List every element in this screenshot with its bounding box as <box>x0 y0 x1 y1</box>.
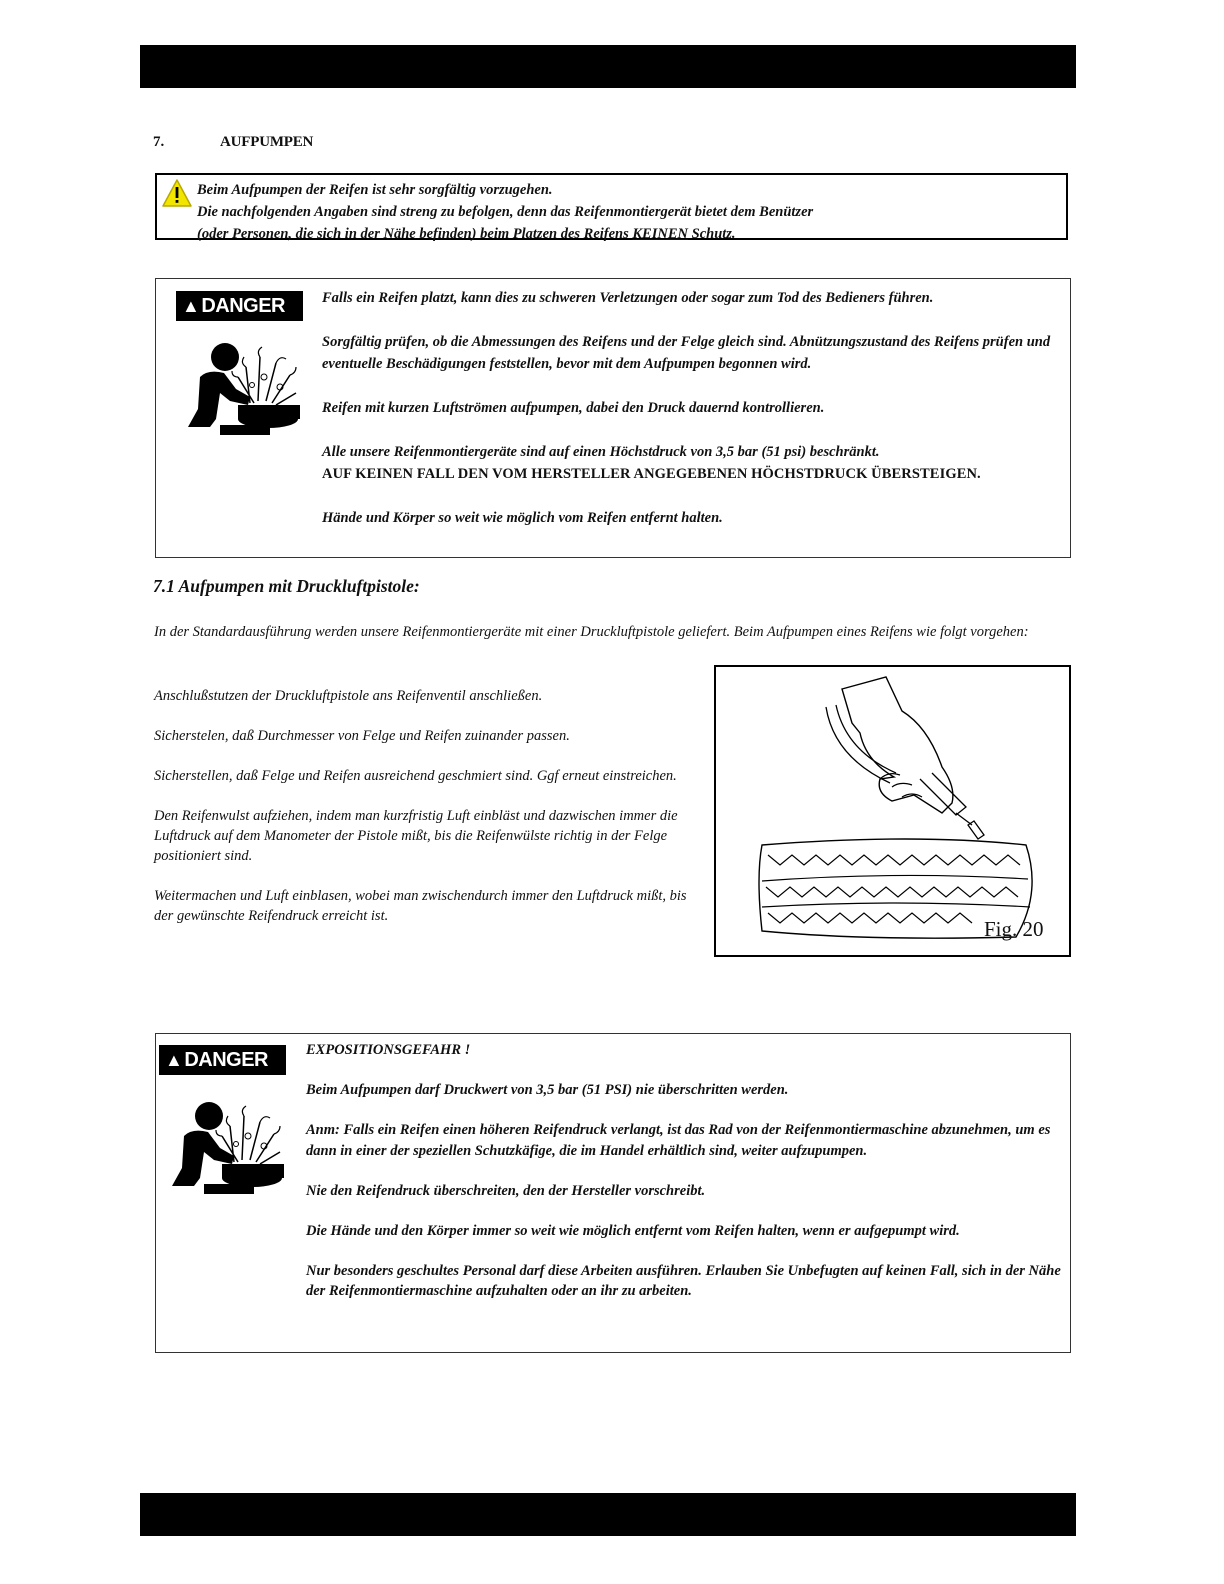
danger2-para-5: Nur besonders geschultes Personal darf diese Arbeiten ausführen. Erlauben Sie Unbefugten auf keinen Fall, sich in der Nähe der Reifenmontiermaschine aufzuhalten oder an ihr zu arbeiten. <box>306 1262 1061 1299</box>
warning-line-2: Die nachfolgenden Angaben sind streng zu befolgen, denn das Reifenmontiergerät bietet dem Benützer <box>197 204 814 220</box>
danger-box-2 <box>155 1033 1071 1353</box>
inflation-gun-illustration <box>716 667 1069 955</box>
step-item: Sicherstelen, daß Durchmesser von Felge und Reifen zuinander passen. <box>154 728 570 744</box>
figure-20 <box>714 665 1071 957</box>
danger1-para-1: Falls ein Reifen platzt, kann dies zu schweren Verletzungen oder sogar zum Tod des Bedieners führen. <box>322 290 934 306</box>
danger2-para-1: Beim Aufpumpen darf Druckwert von 3,5 bar (51 PSI) nie überschritten werden. <box>306 1082 789 1098</box>
danger1-para-5: Hände und Körper so weit wie möglich vom Reifen entfernt halten. <box>322 510 723 526</box>
step-list <box>154 686 694 946</box>
warning-triangle-icon <box>161 178 193 208</box>
step-item: Anschlußstutzen der Druckluftpistole ans Reifenventil anschließen. <box>154 688 543 704</box>
alert-triangle-icon: ▲ <box>182 296 200 316</box>
section-number: 7. <box>153 134 165 150</box>
section-title: AUFPUMPEN <box>220 134 314 150</box>
danger2-para-2: Anm: Falls ein Reifen einen höheren Reifendruck verlangt, ist das Rad von der Reifenmontiermaschine abzunehmen, um es dann in einer der speziellen Schutzkäfige, die im Handel erhältlich sind, weiter aufzupumpen. <box>306 1122 1051 1159</box>
warning-line-1: Beim Aufpumpen der Reifen ist sehr sorgfältig vorzugehen. <box>197 182 553 198</box>
step-item: Sicherstellen, daß Felge und Reifen ausreichend geschmiert sind. Ggf erneut einstreichen. <box>154 768 677 784</box>
step-item: Weitermachen und Luft einblasen, wobei man zwischendurch immer den Luftdruck mißt, bis der gewünschte Reifendruck erreicht ist. <box>154 888 687 924</box>
danger1-para-4b: AUF KEINEN FALL DEN VOM HERSTELLER ANGEGEBENEN HÖCHSTDRUCK ÜBERSTEIGEN. <box>322 466 981 482</box>
danger1-para-3: Reifen mit kurzen Luftströmen aufpumpen, dabei den Druck dauernd kontrollieren. <box>322 400 825 416</box>
danger1-para-2: Sorgfältig prüfen, ob die Abmessungen des Reifens und der Felge gleich sind. Abnützungszustand des Reifens prüfen und eventuelle Beschädigungen feststellen, bevor mit dem Aufpumpen begonnen wird. <box>322 334 1051 372</box>
danger1-para-4a: Alle unsere Reifenmontiergeräte sind auf einen Höchstdruck von 3,5 bar (51 psi) beschränkt. <box>322 444 880 460</box>
subsection-title: 7.1 Aufpumpen mit Druckluftpistole: <box>153 576 420 596</box>
danger2-heading: EXPOSITIONSGEFAHR ! <box>306 1042 471 1058</box>
danger2-para-4: Die Hände und den Körper immer so weit wie möglich entfernt vom Reifen halten, wenn er aufgepumpt wird. <box>306 1222 960 1239</box>
danger-label: ▲ DANGER <box>176 291 303 321</box>
danger-label: ▲ DANGER <box>159 1045 286 1075</box>
step-item: Den Reifenwulst aufziehen, indem man kurzfristig Luft einbläst und dazwischen immer die Luftdruck auf dem Manometer der Pistole mißt, bis die Reifenwülste richtig in der Felge positioniert sind. <box>154 808 678 864</box>
footer-bar <box>140 1493 1076 1536</box>
danger-box-1 <box>155 278 1071 558</box>
warning-box <box>155 173 1068 240</box>
danger2-para-3: Nie den Reifendruck überschreiten, den der Hersteller vorschreibt. <box>306 1182 706 1199</box>
header-bar <box>140 45 1076 88</box>
warning-line-3: (oder Personen, die sich in der Nähe befinden) beim Platzen des Reifens KEINEN Schutz. <box>197 226 736 242</box>
tire-explosion-hazard-icon <box>164 1086 286 1196</box>
emphasis-keinen: KEINEN <box>632 226 688 242</box>
tire-explosion-hazard-icon <box>180 327 302 437</box>
subsection-intro: In der Standardausführung werden unsere Reifenmontiergeräte mit einer Druckluftpistole geliefert. Beim Aufpumpen eines Reifens wie folgt vorgehen: <box>154 624 1029 640</box>
figure-caption: Fig. 20 <box>984 917 1044 941</box>
alert-triangle-icon: ▲ <box>165 1050 183 1070</box>
